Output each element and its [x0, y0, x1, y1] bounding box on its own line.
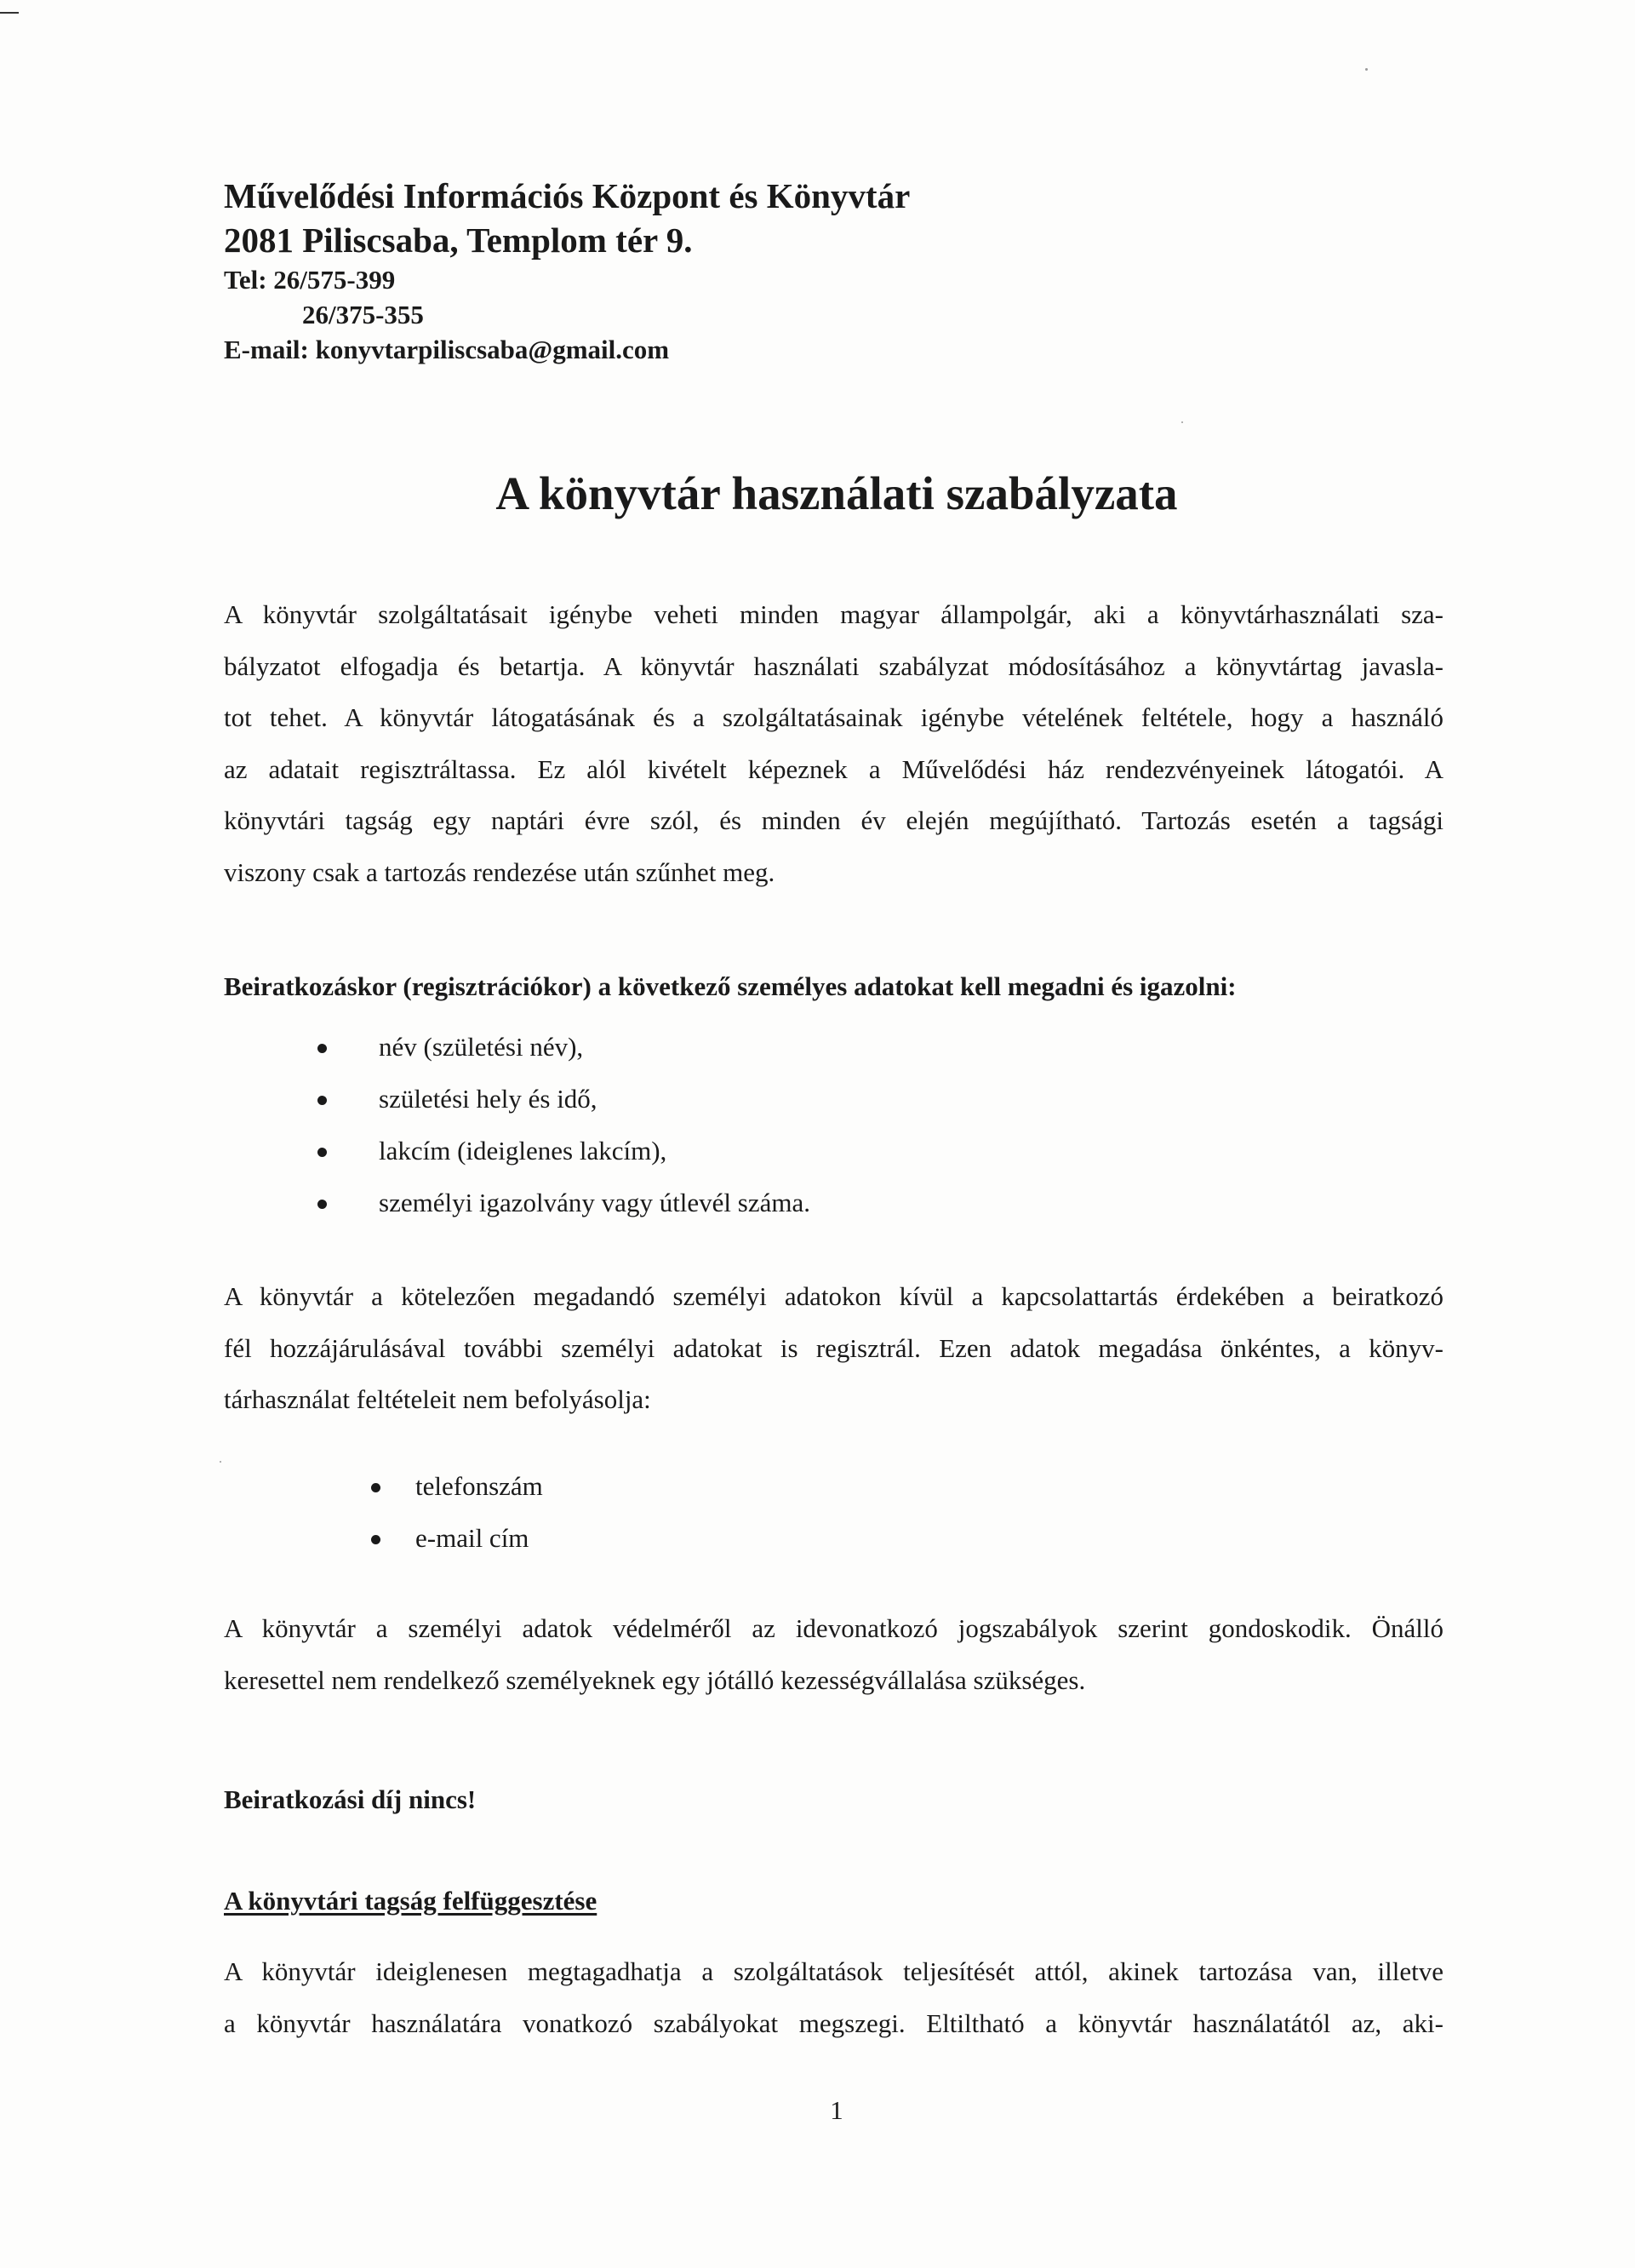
- paragraph-line: keresettel nem rendelkező személyeknek egy jótálló kezességvállalása szükséges.: [224, 1664, 1086, 1695]
- optional-data-paragraph: [224, 1271, 1443, 1426]
- registration-heading: Beiratkozáskor (regisztrációkor) a következő személyes adatokat kell megadni és igazolni:: [224, 971, 1237, 1001]
- bullet-icon: [317, 1200, 327, 1209]
- organization-address: 2081 Piliscsaba, Templom tér 9.: [224, 220, 693, 260]
- paragraph-line: fél hozzájárulásával további személyi adatokat is regisztrál. Ezen adatok megadása önkéntes, a könyv-: [224, 1332, 1443, 1363]
- list-item-text: e-mail cím: [415, 1523, 529, 1553]
- list-item: [379, 1082, 810, 1134]
- letterhead: [224, 174, 1415, 367]
- list-item-text: lakcím (ideiglenes lakcím),: [379, 1136, 667, 1166]
- list-item-text: személyi igazolvány vagy útlevél száma.: [379, 1188, 811, 1217]
- scan-speck: [1181, 421, 1183, 423]
- bullet-icon: [317, 1096, 327, 1105]
- intro-paragraph: [224, 589, 1443, 898]
- list-item-text: születési hely és idő,: [379, 1084, 597, 1114]
- paragraph-line: tot tehet. A könyvtár látogatásának és a szolgáltatásainak igénybe vételének feltétele, hogy a használó: [224, 702, 1443, 732]
- fee-notice: Beiratkozási díj nincs!: [224, 1784, 477, 1814]
- paragraph-line: a könyvtár használatára vonatkozó szabályokat megszegi. Eltiltható a könyvtár használatától az, aki-: [224, 2007, 1443, 2038]
- scan-speck: [220, 1461, 221, 1463]
- phone-line-secondary: 26/375-355: [302, 300, 424, 329]
- list-item: [379, 1134, 810, 1186]
- paragraph-line: A könyvtár ideiglenesen megtagadhatja a szolgáltatások teljesítését attól, akinek tartozása van, illetve: [224, 1956, 1443, 1986]
- scan-corner-mark: [0, 12, 19, 14]
- optional-data-list: [415, 1469, 543, 1573]
- organization-name: Művelődési Információs Központ és Könyvtár: [224, 176, 911, 215]
- list-item: [379, 1030, 810, 1082]
- paragraph-line: A könyvtár szolgáltatásait igénybe veheti minden magyar állampolgár, aki a könyvtárhasználati sza-: [224, 599, 1443, 629]
- paragraph-line: tárhasználat feltételeit nem befolyásolja:: [224, 1384, 651, 1414]
- paragraph-line: A könyvtár a kötelezően megadandó személyi adatokon kívül a kapcsolattartás érdekében a beiratkozó: [224, 1281, 1443, 1311]
- list-item: [379, 1186, 810, 1238]
- bullet-icon: [371, 1483, 380, 1492]
- list-item: [415, 1469, 543, 1521]
- bullet-icon: [371, 1535, 380, 1544]
- bullet-icon: [317, 1044, 327, 1053]
- list-item-text: telefonszám: [415, 1471, 543, 1501]
- suspension-heading: A könyvtári tagság felfüggesztése: [224, 1886, 597, 1916]
- list-item: [415, 1521, 543, 1573]
- page-number: 1: [830, 2095, 843, 2125]
- paragraph-line: viszony csak a tartozás rendezése után szűnhet meg.: [224, 856, 775, 887]
- email-line: E-mail: konyvtarpiliscsaba@gmail.com: [224, 335, 670, 364]
- required-data-list: [379, 1030, 810, 1238]
- phone-line: Tel: 26/575-399: [224, 265, 396, 295]
- scan-speck: [1365, 68, 1368, 71]
- paragraph-line: könyvtári tagság egy naptári évre szól, és minden év elején megújítható. Tartozás esetén a tagsági: [224, 805, 1443, 835]
- list-item-text: név (születési név),: [379, 1032, 584, 1062]
- paragraph-line: bályzatot elfogadja és betartja. A könyvtár használati szabályzat módosításához a könyvtártag javasla-: [224, 650, 1443, 681]
- paragraph-line: az adatait regisztráltassa. Ez alól kivételt képeznek a Művelődési ház rendezvényeinek látogatói. A: [224, 753, 1443, 784]
- bullet-icon: [317, 1148, 327, 1157]
- paragraph-line: A könyvtár a személyi adatok védelméről az idevonatkozó jogszabályok szerint gondoskodik. Önálló: [224, 1613, 1443, 1643]
- privacy-paragraph: [224, 1603, 1443, 1706]
- document-title: A könyvtár használati szabályzata: [495, 467, 1178, 519]
- suspension-paragraph: [224, 1946, 1443, 2049]
